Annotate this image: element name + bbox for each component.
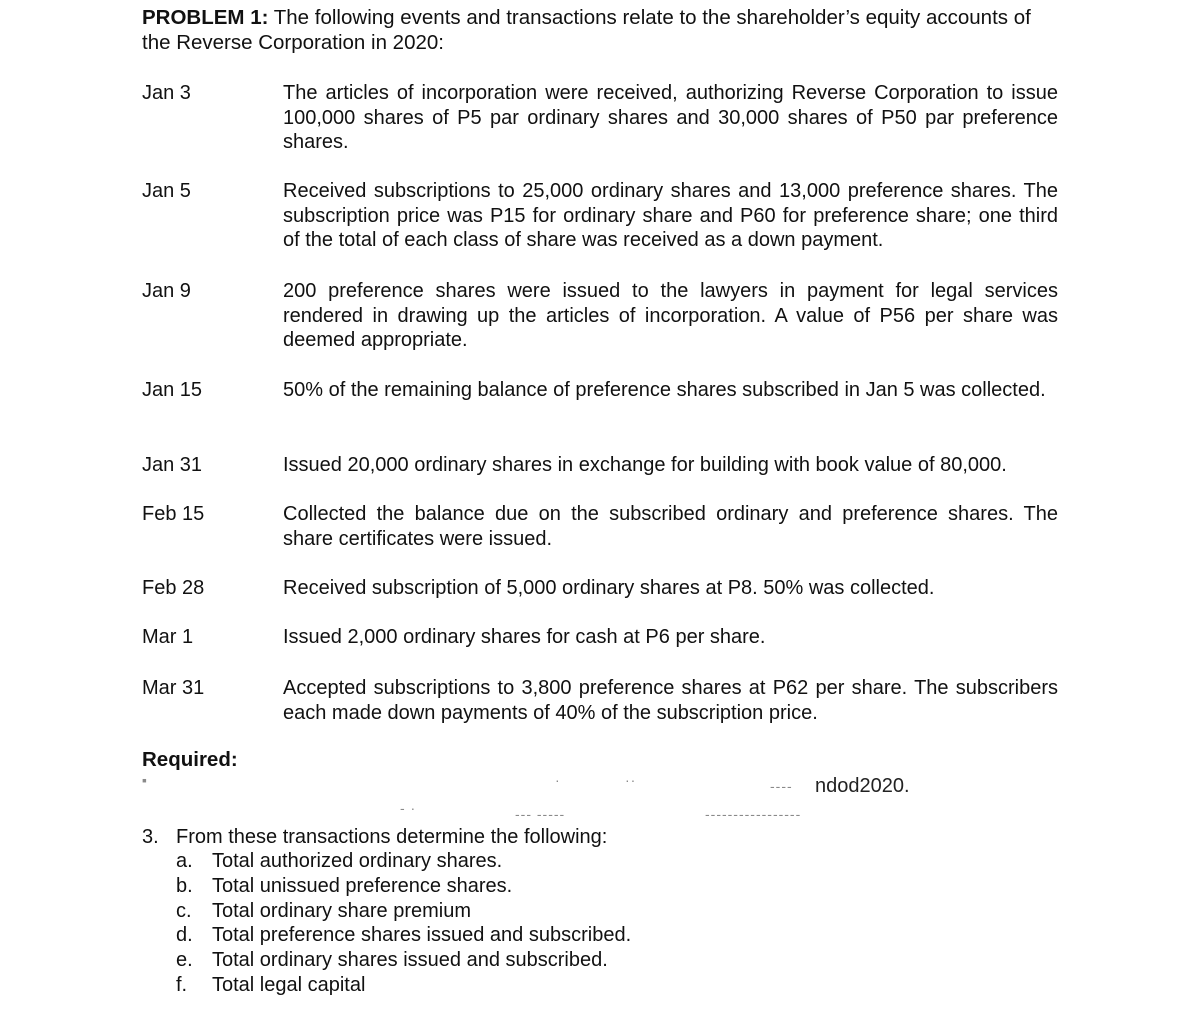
required-heading: Required: bbox=[142, 748, 238, 771]
event-date: Mar 1 bbox=[142, 626, 194, 648]
item-letter: e. bbox=[176, 949, 193, 972]
scan-artifact: ‐ · bbox=[400, 800, 417, 816]
list-item bbox=[176, 899, 631, 924]
list-item bbox=[176, 923, 631, 948]
list-item bbox=[176, 874, 631, 899]
item-letter: f. bbox=[176, 973, 188, 996]
event-text: Received subscriptions to 25,000 ordinary shares and 13,000 preference shares. The subscription price was P15 for ordinary share and P60 for preference share; one third of the total of each class of share was received as a down payment. bbox=[283, 180, 1058, 251]
event-text: The articles of incorporation were received, authorizing Reverse Corporation to issue 100,000 shares of P5 par ordinary shares and 30,000 shares of P50 par preference shares. bbox=[283, 82, 1058, 153]
list-item bbox=[176, 948, 631, 973]
event-date: Jan 5 bbox=[142, 180, 191, 202]
item-letter: c. bbox=[176, 899, 192, 922]
item-letter: d. bbox=[176, 924, 193, 947]
item-text: Total ordinary share premium bbox=[212, 899, 471, 922]
event-date: Jan 31 bbox=[142, 454, 203, 476]
item-text: Total unissued preference shares. bbox=[212, 874, 513, 897]
scan-artifact: ·· bbox=[625, 772, 637, 788]
item-text: Total preference shares issued and subscribed. bbox=[212, 924, 632, 947]
event-date: Mar 31 bbox=[142, 677, 205, 699]
problem-title bbox=[142, 6, 1062, 55]
requirement-list bbox=[176, 849, 631, 998]
scan-artifact: · bbox=[555, 772, 561, 788]
event-text: 50% of the remaining balance of preference shares subscribed in Jan 5 was collected. bbox=[283, 379, 1046, 401]
item-letter: b. bbox=[176, 874, 193, 897]
event-text: Collected the balance due on the subscribed ordinary and preference shares. The share certificates were issued. bbox=[283, 503, 1058, 550]
event-date: Jan 9 bbox=[142, 280, 191, 302]
scan-artifact: ‐‐‐‐‐‐‐‐‐‐‐‐‐‐‐‐‐ bbox=[705, 806, 802, 822]
partial-text: ndod2020. bbox=[815, 775, 910, 797]
event-date: Jan 15 bbox=[142, 379, 203, 401]
question-text: From these transactions determine the following: bbox=[176, 826, 608, 848]
question-line bbox=[142, 825, 607, 850]
item-text: Total ordinary shares issued and subscribed. bbox=[212, 949, 608, 972]
event-date: Feb 15 bbox=[142, 503, 205, 525]
event-text: 200 preference shares were issued to the lawyers in payment for legal services rendered in drawing up the articles of incorporation. A value of P56 per share was deemed appropriate. bbox=[283, 280, 1058, 351]
item-letter: a. bbox=[176, 850, 193, 872]
problem-label: PROBLEM 1: bbox=[142, 6, 269, 29]
event-text: Issued 20,000 ordinary shares in exchange for building with book value of 80,000. bbox=[283, 454, 1007, 476]
event-date: Feb 28 bbox=[142, 577, 205, 599]
event-date: Jan 3 bbox=[142, 82, 191, 104]
list-item bbox=[176, 973, 631, 998]
scan-artifact: ‐‐‐‐ bbox=[770, 778, 793, 794]
list-item bbox=[176, 849, 631, 874]
question-number: 3. bbox=[142, 826, 159, 848]
scan-artifact: ▪ bbox=[142, 772, 148, 788]
item-text: Total legal capital bbox=[212, 973, 366, 996]
event-text: Issued 2,000 ordinary shares for cash at P6 per share. bbox=[283, 626, 766, 648]
event-text: Accepted subscriptions to 3,800 preference shares at P62 per share. The subscribers each made down payments of 40% of the subscription price. bbox=[283, 677, 1058, 724]
event-text: Received subscription of 5,000 ordinary shares at P8. 50% was collected. bbox=[283, 577, 935, 599]
problem-description: The following events and transactions relate to the shareholder’s equity accounts of the Reverse Corporation in 2020: bbox=[142, 6, 1031, 54]
item-text: Total authorized ordinary shares. bbox=[212, 850, 503, 872]
scan-artifact: ‐‐‐ ‐‐‐‐‐ bbox=[515, 806, 566, 822]
